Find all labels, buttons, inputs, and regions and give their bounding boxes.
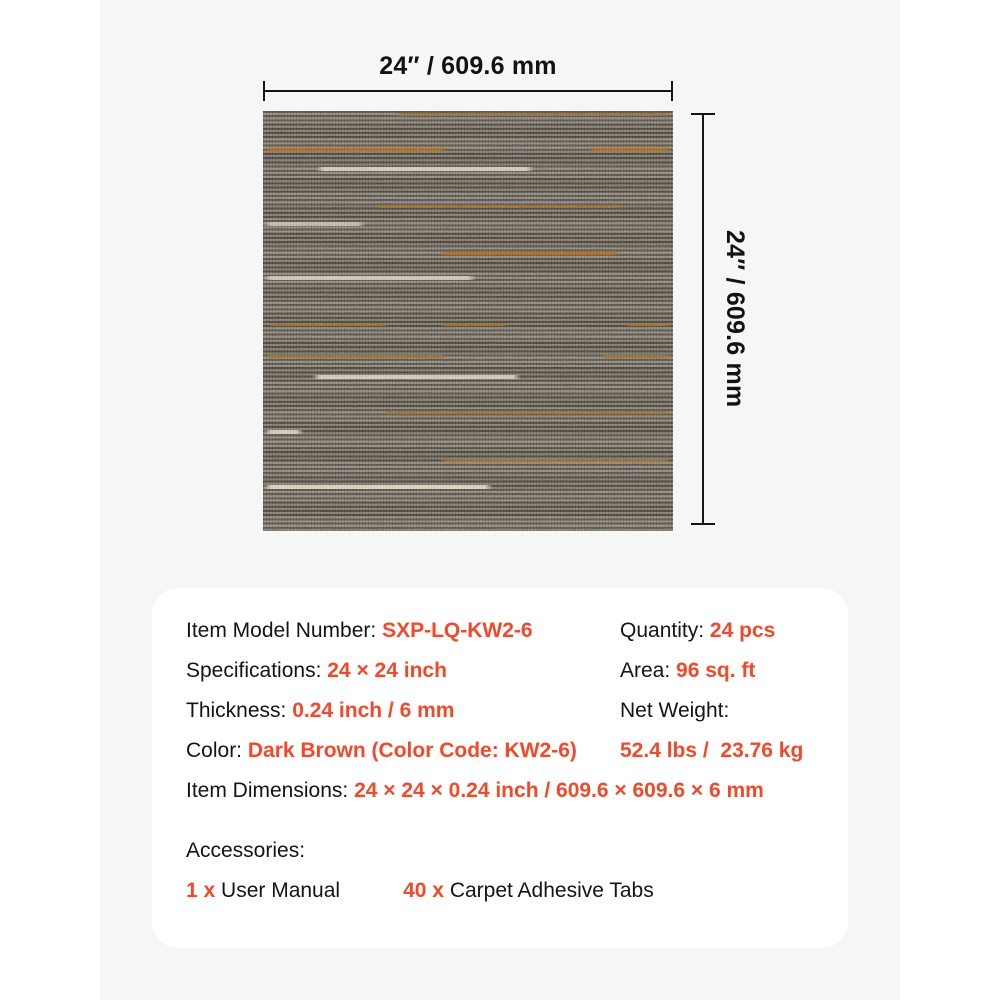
spec-row-item-dimensions [186, 771, 814, 811]
accessory-name: User Manual [221, 879, 341, 902]
spec-row-quantity [620, 611, 814, 651]
spec-value: 52.4 lbs / 23.76 kg [620, 739, 804, 762]
spec-label: Item Dimensions: [186, 779, 355, 802]
spec-value: 96 sq. ft [676, 659, 756, 682]
spec-value: Dark Brown (Color Code: KW2-6) [247, 739, 577, 762]
spec-value: 24 pcs [709, 619, 776, 642]
top-dimension-line-bar [265, 90, 671, 92]
top-dimension-label: 24″ / 609.6 mm [379, 52, 557, 80]
spec-row-color [186, 731, 620, 771]
spec-value: 24 × 24 × 0.24 inch / 609.6 × 609.6 × 6 mm [354, 779, 764, 802]
spec-row-thickness [186, 691, 620, 731]
spec-row-net-weight-label [620, 691, 814, 731]
spec-label: Color: [186, 739, 248, 762]
accessories-row [186, 871, 814, 911]
accessory-item-user-manual [186, 871, 340, 911]
carpet-tile-image [263, 111, 673, 531]
right-dimension-line [691, 113, 715, 525]
spec-value: 24 × 24 inch [327, 659, 447, 682]
spec-value: SXP-LQ-KW2-6 [382, 619, 533, 642]
spec-label: Net Weight: [620, 699, 730, 722]
spec-label: Specifications: [186, 659, 328, 682]
spec-row-area [620, 651, 814, 691]
accessory-item-adhesive-tabs [403, 871, 654, 911]
spec-label: Item Model Number: [186, 619, 383, 642]
accessory-qty: 40 x [403, 879, 450, 902]
carpet-mottle-texture [263, 111, 673, 531]
spec-card [152, 588, 848, 948]
spec-row-item-model-number [186, 611, 620, 651]
spec-label: Area: [620, 659, 677, 682]
spec-label: Thickness: [186, 699, 293, 722]
right-dimension-label: 24″ / 609.6 mm [721, 230, 749, 408]
spec-value: 0.24 inch / 6 mm [292, 699, 455, 722]
spec-label: Quantity: [620, 619, 710, 642]
top-dimension-line [263, 81, 673, 101]
right-dimension-line-bar [702, 115, 704, 523]
accessories-title: Accessories: [186, 839, 306, 862]
accessory-name: Carpet Adhesive Tabs [449, 879, 654, 902]
accessory-qty: 1 x [186, 879, 222, 902]
spec-row-net-weight-value [620, 731, 814, 771]
spec-row-specifications [186, 651, 620, 691]
spec-grid [186, 611, 814, 811]
